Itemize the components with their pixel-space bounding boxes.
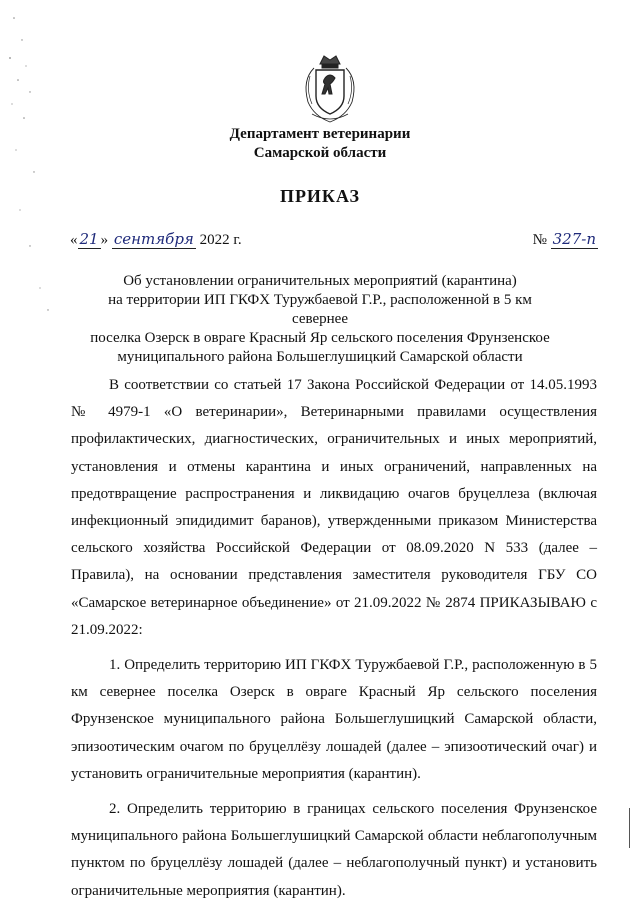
order-date: « 21 » сентября 2022 г.: [70, 230, 242, 248]
order-body: [71, 372, 597, 913]
subject-line: на территории ИП ГКФХ Туружбаевой Г.Р., расположенной в 5 км севернее: [108, 292, 532, 327]
document-title: ПРИКАЗ: [279, 186, 361, 206]
date-month: сентября: [113, 230, 194, 248]
number-prefix: №: [532, 232, 547, 248]
coat-of-arms-icon: [298, 50, 362, 126]
scan-margin-specks: [0, 0, 60, 340]
clause-2-paragraph: 2. Определить территорию в границах сельского поселения Фрунзенское муниципального района Большеглушицкий Самарской области неблагополучным пунктом по бруцеллёзу лошадей (далее – неблагополучный пункт) и установить ограничительные мероприятия (карантин).: [71, 801, 597, 899]
clause-1-paragraph: 1. Определить территорию ИП ГКФХ Туружбаевой Г.Р., расположенную в 5 км севернее поселка Озерск в овраге Красный Яр сельского поселения Фрунзенское муниципального района Большеглушицкий Самарской области, эпизоотическим очагом по бруцеллёзу лошадей (далее – эпизоотический очаг) и установить ограничительные мероприятия (карантин).: [71, 657, 597, 782]
order-subject: [80, 272, 560, 367]
subject-line: поселка Озерск в овраге Красный Яр сельского поселения Фрунзенское: [90, 330, 550, 346]
preamble-paragraph: В соответствии со статьей 17 Закона Российской Федерации от 14.05.1993 № 4979-1 «О ветеринарии», Ветеринарными правилами осуществления профилактических, диагностических, ограничительных и иных мероприятий, установления и отмены карантина и иных ограничений, направленных на предотвращение распространения и ликвидацию очагов бруцеллеза (включая инфекционный эпидидимит баранов), утвержденными приказом Министерства сельского хозяйства Российской Федерации от 08.09.2020 N 533 (далее – Правила), на основании представления заместителя руководителя ГБУ СО «Самарское ветеринарное объединение» от 21.09.2022 № 2874 ПРИКАЗЫВАЮ с 21.09.2022:: [71, 377, 597, 638]
department-line1: Департамент ветеринарии: [229, 126, 411, 142]
scan-edge-mark: [629, 808, 630, 848]
date-day: 21: [79, 230, 99, 248]
subject-line: Об установлении ограничительных мероприятий (карантина): [123, 273, 517, 289]
department-line2: Самарской области: [253, 145, 387, 161]
date-year: 2022 г.: [199, 232, 242, 248]
order-number: [533, 230, 598, 249]
department-header: [0, 125, 640, 163]
subject-line: муниципального района Большеглушицкий Самарской области: [117, 349, 523, 365]
number-value: 327-п: [552, 230, 596, 248]
